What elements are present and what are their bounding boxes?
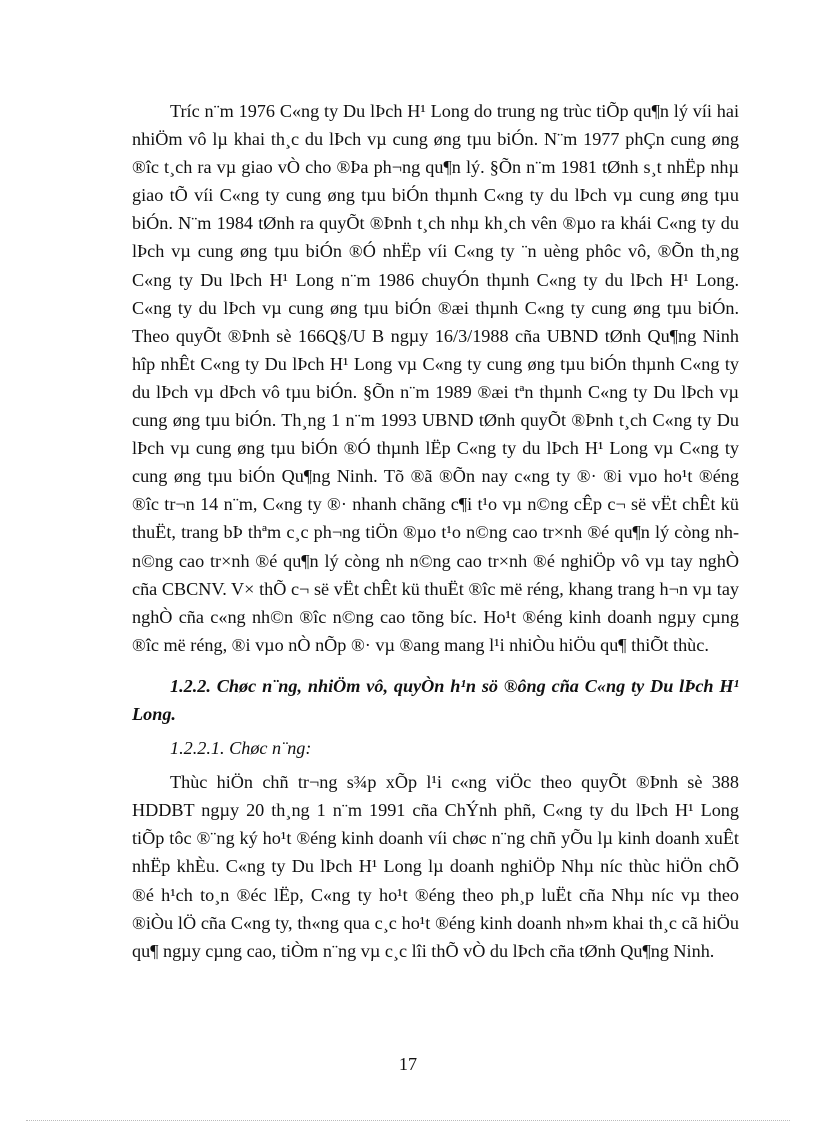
page-number: 17 (398, 1054, 418, 1074)
subsection-heading: 1.2.2.1. Chøc n¨ng: (170, 738, 312, 759)
page-body (132, 97, 739, 965)
paragraph-history: Tríc n¨m 1976 C«ng ty Du lÞch H¹ Long do trung ng trùc tiÕp qu¶n lý víi hai nhiÖm vô lµ khai th¸c du lÞch vµ cung øng tµu biÓn. N¨m 1977 phÇn cung øng ®îc t¸ch ra vµ giao vÒ cho ®Þa ph¬ng qu¶n lý. §Õn n¨m 1981 tØnh s¸t nhËp nhµ giao tÕ víi C«ng ty cung øng tµu biÓn thµnh C«ng ty du lÞch vµ cung øng tµu biÓn. N¨m 1984 tØnh ra quyÕt ®Þnh t¸ch nhµ kh¸ch vên ®µo ra khái C«ng ty du lÞch vµ cung øng tµu biÓn ®Ó nhËp víi C«ng ty ¨n uèng phôc vô, ®Õn th¸ng C«ng ty Du lÞch H¹ Long n¨m 1986 chuyÓn thµnh C«ng ty du lÞch H¹ Long. C«ng ty du lÞch vµ cung øng tµu biÓn ®æi thµnh C«ng ty cung øng tµu biÓn. Theo quyÕt ®Þnh sè 166Q§/U B ngµy 16/3/1988 cña UBND tØnh Qu¶ng Ninh hîp nhÊt C«ng ty Du lÞch H¹ Long vµ C«ng ty cung øng tµu biÓn thµnh C«ng ty du lÞch vµ dÞch vô tµu biÓn. §Õn n¨m 1989 ®æi tªn thµnh C«ng ty Du lÞch vµ cung øng tµu biÓn. Th¸ng 1 n¨m 1993 UBND tØnh quyÕt ®Þnh t¸ch C«ng ty Du lÞch vµ cung øng tµu biÓn ®Ó thµnh lËp C«ng ty du lÞch H¹ Long vµ C«ng ty cung øng tµu biÓn Qu¶ng Ninh. Tõ ®ã ®Õn nay c«ng ty ®· ®i vµo ho¹t ®éng ®îc tr¬n 14 n¨m, C«ng ty ®· nhanh chãng c¶i t¹o vµ n©ng cÊp c¬ së vËt chÊt kü thuËt, trang bÞ thªm c¸c ph¬ng tiÖn ®µo t¹o n©ng cao tr×nh ®é qu¶n lý còng nh n©ng cao tr×nh ®é qu¶n lý còng nh n©ng cao tr×nh ®é nghiÖp vô vµ tay nghÒ cña CBCNV. V× thÕ c¬ së vËt chÊt kü thuËt ®îc më réng, khang trang h¬n vµ tay nghÒ cña c«ng nh©n ®îc n©ng cao tõng bíc. Ho¹t ®éng kinh doanh ngµy cµng ®îc më réng, ®i vµo nÒ nÕp ®· vµ ®ang mang l¹i nhiÒu hiÖu qu¶ thiÕt thùc. (132, 101, 739, 655)
paragraph-function: Thùc hiÖn chñ tr¬ng s¾p xÕp l¹i c«ng viÖc theo quyÕt ®Þnh sè 388 HDDBT ngµy 20 th¸ng 1 n¨m 1991 cña ChÝnh phñ, C«ng ty du lÞch H¹ Long tiÕp tôc ®¨ng ký ho¹t ®éng kinh doanh víi chøc n¨ng chñ yÕu lµ kinh doanh xuÊt nhËp khÈu. C«ng ty Du lÞch H¹ Long lµ doanh nghiÖp Nhµ níc thùc hiÖn chÕ ®é h¹ch to¸n ®éc lËp, C«ng ty ho¹t ®éng theo ph¸p luËt cña Nhµ níc vµ theo ®iÒu lÖ cña C«ng ty, th«ng qua c¸c ho¹t ®éng kinh doanh nh»m khai th¸c cã hiÖu qu¶ ngµy cµng cao, tiÒm n¨ng vµ c¸c lîi thÕ vÒ du lÞch cña tØnh Qu¶ng Ninh. (132, 772, 739, 961)
section-heading: 1.2.2. Chøc n¨ng, nhiÖm vô, quyÒn h¹n sö ®ông cña C«ng ty Du lÞch H¹ Long. (132, 675, 739, 724)
page-bottom-rule (26, 1120, 790, 1121)
